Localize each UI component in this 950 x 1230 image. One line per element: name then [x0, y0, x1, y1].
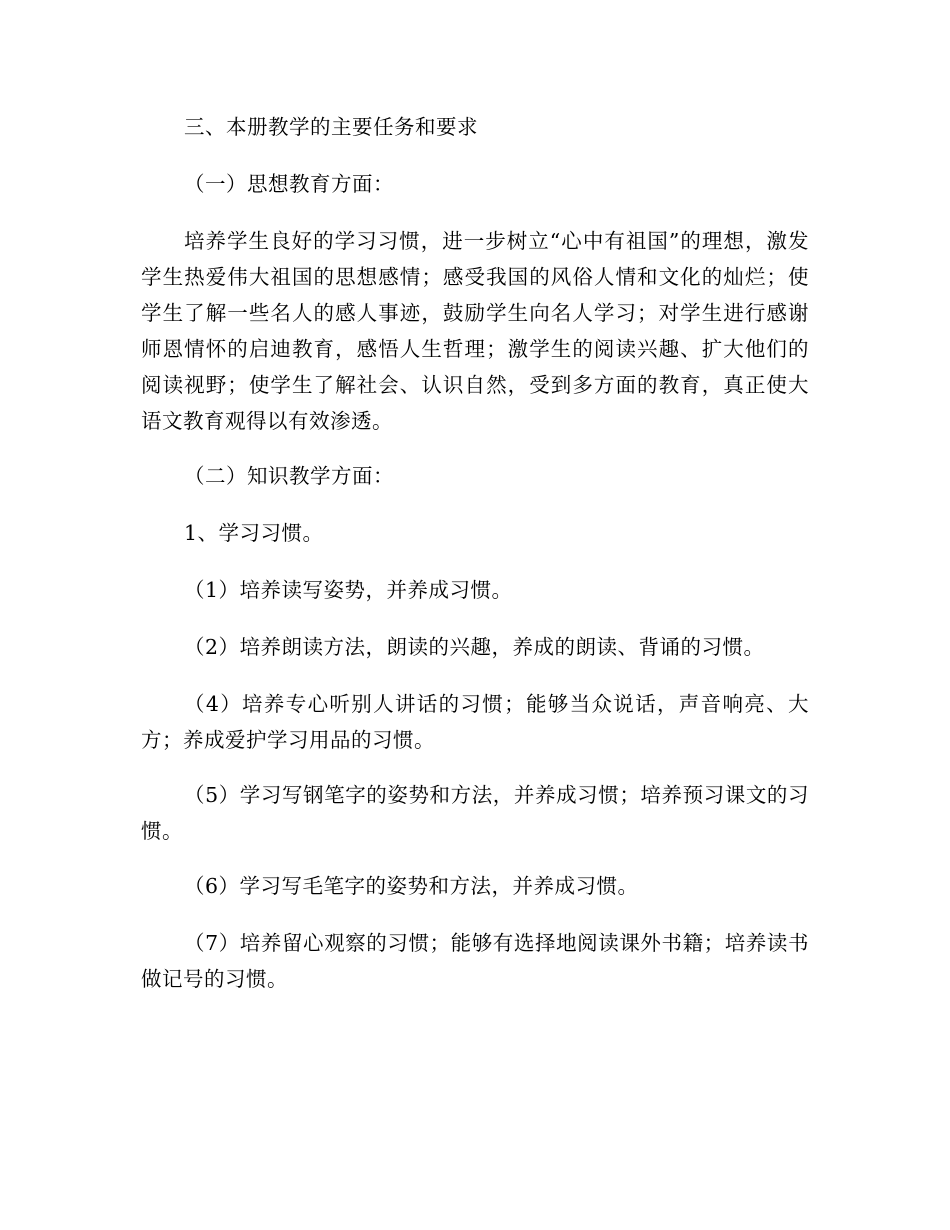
- list-item-6: （6）学习写毛笔字的姿势和方法，并养成习惯。: [184, 874, 639, 898]
- list-item-4: （4）培养专心听别人讲话的习惯；能够当众说话，声音响亮、大方；养成爱护学习用品的习惯。: [141, 692, 809, 752]
- subsection-heading-moral-education: （一）思想教育方面：: [184, 172, 394, 196]
- document-body: [141, 109, 809, 1016]
- list-item-1: （1）培养读写姿势，并养成习惯。: [184, 578, 513, 602]
- item-heading-study-habits: 1、学习习惯。: [184, 521, 324, 545]
- section-heading: 三、本册教学的主要任务和要求: [184, 115, 478, 139]
- list-item-7: （7）培养留心观察的习惯；能够有选择地阅读课外书籍；培养读书做记号的习惯。: [141, 931, 809, 991]
- subsection-heading-knowledge-teaching: （二）知识教学方面：: [184, 464, 394, 488]
- list-item-2: （2）培养朗读方法，朗读的兴趣，养成的朗读、背诵的习惯。: [184, 635, 765, 659]
- paragraph-moral-education: 培养学生良好的学习习惯，进一步树立“心中有祖国”的理想，激发学生热爱伟大祖国的思想感情；感受我国的风俗人情和文化的灿烂；使学生了解一些名人的感人事迹，鼓励学生向名人学习；对学生进行感谢师恩情怀的启迪教育，感悟人生哲理；激学生的阅读兴趣、扩大他们的阅读视野；使学生了解社会、认识自然，受到多方面的教育，真正使大语文教育观得以有效渗透。: [141, 229, 809, 433]
- list-item-5: （5）学习写钢笔字的姿势和方法，并养成习惯；培养预习课文的习惯。: [141, 783, 809, 843]
